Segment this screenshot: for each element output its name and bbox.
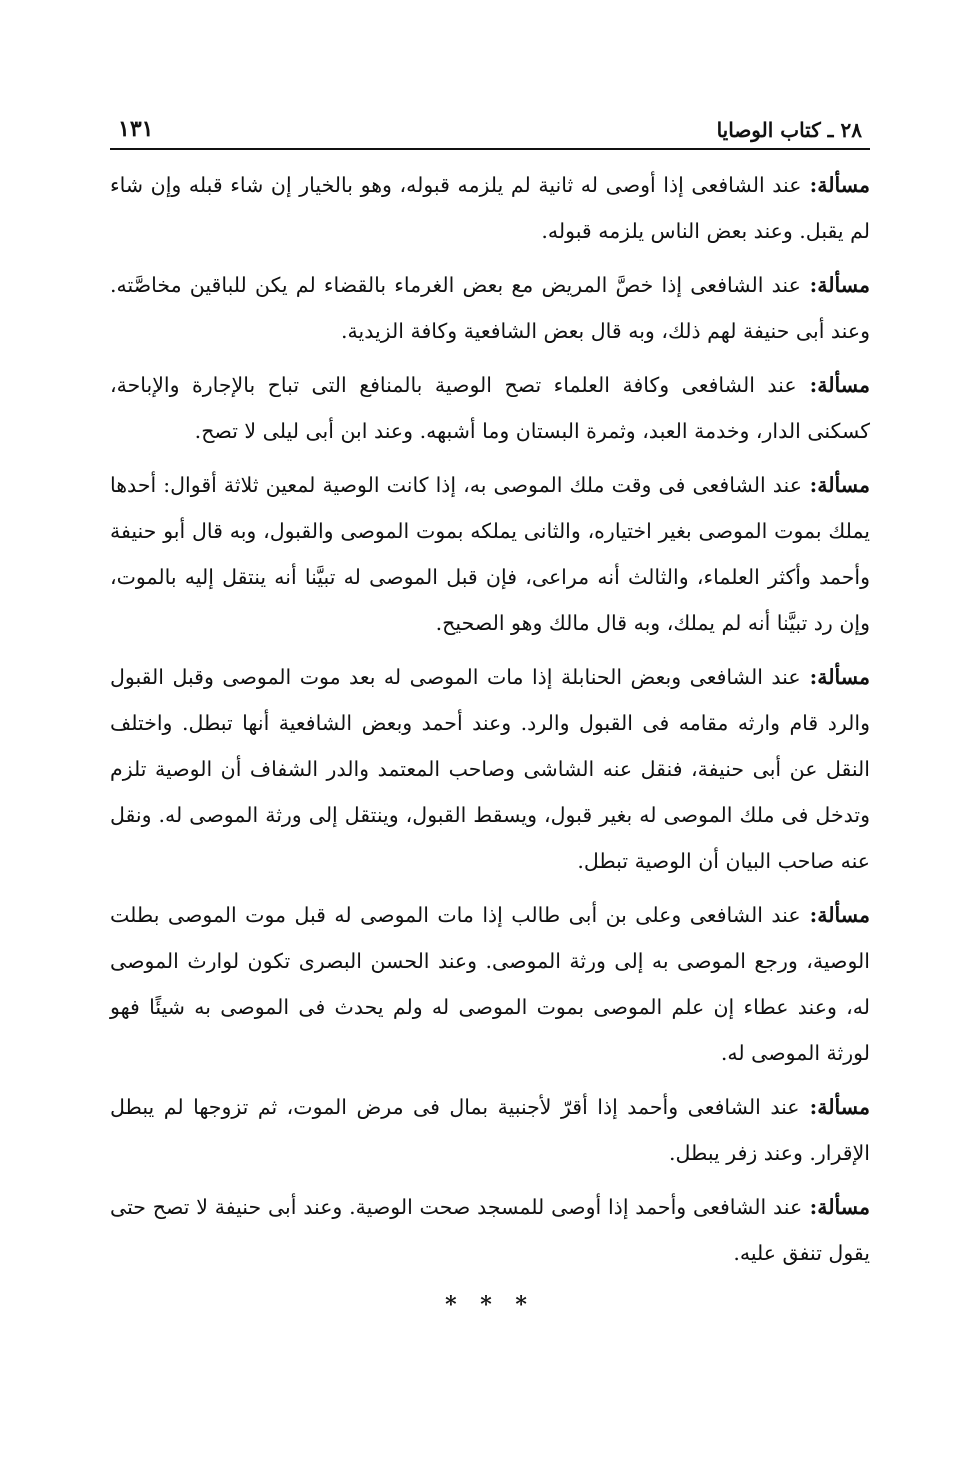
paragraph-5: مسألة: عند الشافعى وبعض الحنابلة إذا مات الموصى له بعد موت الموصى وقبل القبول والرد قام وارثه مقامه فى القبول والرد. وعند أحمد وبعض الشافعية أنها تبطل. واختلف النقل عن أبى حنيفة، فنقل عنه الشاشى وصاحب المعتمد والدر الشفاف أن الوصية تلزم وتدخل فى ملك الموصى له بغير قبول، ويسقط القبول، وينتقل إلى ورثة الموصى له. ونقل عنه صاحب البيان أن الوصية تبطل. <box>110 665 870 873</box>
paragraph-2: مسألة: عند الشافعى إذا خصَّ المريض مع بعض الغرماء بالقضاء لم يكن للباقين مخاصَّته. وعند أبى حنيفة لهم ذلك، وبه قال بعض الشافعية وكافة الزيدية. <box>110 273 870 343</box>
paragraph-8: مسألة: عند الشافعى وأحمد إذا أوصى للمسجد صحت الوصية. وعند أبى حنيفة لا تصح حتى يقول تنفق عليه. <box>110 1195 870 1265</box>
paragraph-lead: مسألة <box>817 665 870 689</box>
paragraph-lead: مسألة <box>817 1095 870 1119</box>
paragraph-3: مسألة: عند الشافعى وكافة العلماء تصح الوصية بالمنافع التى تباح بالإجارة والإباحة، كسكنى الدار، وخدمة العبد، وثمرة البستان وما أشبهه. وعند ابن أبى ليلى لا تصح. <box>110 373 870 443</box>
paragraph-text: عند الشافعى وعلى بن أبى طالب إذا مات الموصى له قبل موت الموصى بطلت الوصية، ورجع الموصى به إلى ورثة الموصى. وعند الحسن البصرى تكون لوارث الموصى له، وعند عطاء إن علم الموصى بموت الموصى له ولم يحدث فى الموصى به شيئًا فهو لورثة الموصى له. <box>110 903 870 1065</box>
paragraph-lead: مسألة <box>817 903 870 927</box>
paragraph-4: مسألة: عند الشافعى فى وقت ملك الموصى به، إذا كانت الوصية لمعين ثلاثة أقوال: أحدها يملك بموت الموصى بغير اختياره، والثانى يملكه بموت الموصى والقبول، وبه قال أبو حنيفة وأحمد وأكثر العلماء، والثالث أنه مراعى، فإن قبل الموصى له تبيَّنا أنه ينتقل إليه بالموت، وإن رد تبيَّنا أنه لم يملك، وبه قال مالك وهو الصحيح. <box>110 473 870 635</box>
paragraph-lead: مسألة <box>817 1195 870 1219</box>
body-text <box>110 162 870 1276</box>
page-number: ١٣١ <box>118 116 154 142</box>
paragraph-text: عند الشافعى وأحمد إذا أقرّ لأجنبية بمال فى مرض الموت، ثم تزوجها لم يبطل الإقرار. وعند زفر يبطل. <box>110 1095 870 1165</box>
running-header <box>110 108 870 142</box>
header-rule <box>110 148 870 150</box>
paragraph-text: عند الشافعى وأحمد إذا أوصى للمسجد صحت الوصية. وعند أبى حنيفة لا تصح حتى يقول تنفق عليه. <box>110 1195 870 1265</box>
paragraph-text: عند الشافعى إذا أوصى له ثانية لم يلزمه قبوله، وهو بالخيار إن شاء قبله وإن شاء لم يقبل. وعند بعض الناس يلزمه قبوله. <box>110 173 870 243</box>
paragraph-6: مسألة: عند الشافعى وعلى بن أبى طالب إذا مات الموصى له قبل موت الموصى بطلت الوصية، ورجع الموصى به إلى ورثة الموصى. وعند الحسن البصرى تكون لوارث الموصى له، وعند عطاء إن علم الموصى بموت الموصى له ولم يحدث فى الموصى به شيئًا فهو لورثة الموصى له. <box>110 903 870 1065</box>
paragraph-lead: مسألة <box>817 273 870 297</box>
chapter-title: ٢٨ ـ كتاب الوصايا <box>716 118 862 142</box>
paragraph-1: مسألة: عند الشافعى إذا أوصى له ثانية لم يلزمه قبوله، وهو بالخيار إن شاء قبله وإن شاء لم يقبل. وعند بعض الناس يلزمه قبوله. <box>110 173 870 243</box>
paragraph-text: عند الشافعى وبعض الحنابلة إذا مات الموصى له بعد موت الموصى وقبل القبول والرد قام وارثه مقامه فى القبول والرد. وعند أحمد وبعض الشافعية أنها تبطل. واختلف النقل عن أبى حنيفة، فنقل عنه الشاشى وصاحب المعتمد والدر الشفاف أن الوصية تلزم وتدخل فى ملك الموصى له بغير قبول، ويسقط القبول، وينتقل إلى ورثة الموصى له. ونقل عنه صاحب البيان أن الوصية تبطل. <box>110 665 870 873</box>
book-page <box>110 108 870 1318</box>
paragraph-7: مسألة: عند الشافعى وأحمد إذا أقرّ لأجنبية بمال فى مرض الموت، ثم تزوجها لم يبطل الإقرار. وعند زفر يبطل. <box>110 1095 870 1165</box>
paragraph-text: عند الشافعى إذا خصَّ المريض مع بعض الغرماء بالقضاء لم يكن للباقين مخاصَّته. وعند أبى حنيفة لهم ذلك، وبه قال بعض الشافعية وكافة الزيدية. <box>110 273 870 343</box>
paragraph-lead: مسألة <box>817 173 870 197</box>
paragraph-text: عند الشافعى وكافة العلماء تصح الوصية بالمنافع التى تباح بالإجارة والإباحة، كسكنى الدار، وخدمة العبد، وثمرة البستان وما أشبهه. وعند ابن أبى ليلى لا تصح. <box>110 373 870 443</box>
paragraph-text: عند الشافعى فى وقت ملك الموصى به، إذا كانت الوصية لمعين ثلاثة أقوال: أحدها يملك بموت الموصى بغير اختياره، والثانى يملكه بموت الموصى والقبول، وبه قال أبو حنيفة وأحمد وأكثر العلماء، والثالث أنه مراعى، فإن قبل الموصى له تبيَّنا أنه ينتقل إليه بالموت، وإن رد تبيَّنا أنه لم يملك، وبه قال مالك وهو الصحيح. <box>110 473 870 635</box>
section-end-ornament: * * * <box>445 1292 535 1318</box>
paragraph-lead: مسألة <box>817 473 870 497</box>
paragraph-lead: مسألة <box>817 373 870 397</box>
